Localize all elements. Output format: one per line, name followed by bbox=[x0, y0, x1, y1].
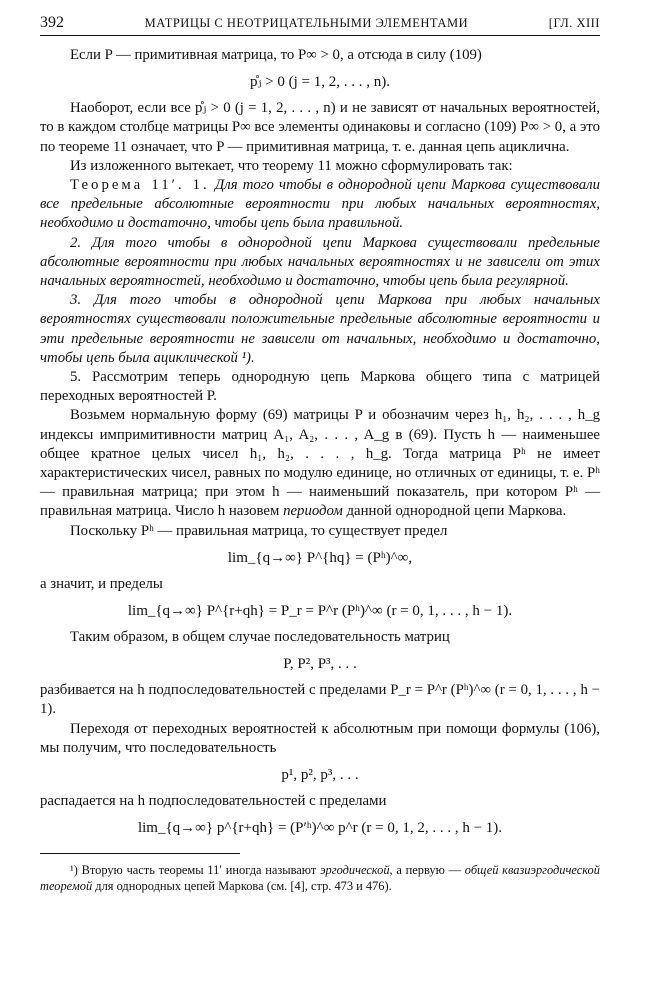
paragraph-3: Из изложенного вытекает, что теорему 11 можно сформулировать так: bbox=[70, 157, 513, 174]
theorem-11-part-1 bbox=[40, 176, 600, 234]
paragraph-12: распадается на h подпоследовательностей с пределами bbox=[40, 793, 387, 810]
paragraph-2: Наоборот, если все p̊ⱼ > 0 (j = 1, 2, . . . , n) и не зависят от начальных вероятностей, то в каждом столбце матрицы P∞ все элементы одинаковы и согласно (109) P∞ > 0, а это по теореме 11 означает, что P — примитивная матрица, т. е. данная цепь ациклична. bbox=[40, 100, 600, 155]
paragraph-9: Таким образом, в общем случае последовательность матриц bbox=[70, 629, 450, 646]
theorem-part-1-text: Для того чтобы в однородной цепи Маркова существовали все предельные абсолютные вероятности при любых начальных вероятностях, необходимо и достаточно, чтобы цепь была правильной. bbox=[40, 177, 600, 232]
footnote bbox=[40, 862, 600, 894]
paragraph-6-end: данной однородной цепи Маркова. bbox=[346, 503, 567, 520]
footnote-italic-a: эргодической bbox=[320, 863, 390, 878]
page bbox=[40, 14, 600, 894]
formula-1: p̊ⱼ > 0 (j = 1, 2, . . . , n). bbox=[249, 74, 391, 91]
theorem-11-part-2: 2. Для того чтобы в однородной цепи Маркова существовали предельные абсолютные вероятности при любых начальных вероятностях и не зависели от этих начальных вероятностей, необходимо и достаточно, чтобы цепь была регулярной. bbox=[40, 234, 600, 290]
paragraph-10: разбивается на h подпоследовательностей с пределами P_r = P^r (Pʰ)^∞ (r = 0, 1, . . . , h − 1). bbox=[40, 682, 600, 718]
paragraph-8: а значит, и пределы bbox=[40, 575, 163, 592]
formula-4: P, P², P³, . . . bbox=[283, 656, 357, 673]
paragraph-5: 5. Рассмотрим теперь однородную цепь Маркова общего типа с матрицей переходных вероятностей P. bbox=[40, 369, 600, 405]
theorem-11-part-3: 3. Для того чтобы в однородной цепи Маркова при любых начальных вероятностях существовали положительные предельные абсолютные вероятности и эти предельные вероятности не зависели от начальных, необходимо и достаточно, чтобы цепь была ациклической ¹). bbox=[40, 292, 600, 366]
footnote-rule bbox=[40, 853, 240, 854]
footnote-text-b: , а первую — bbox=[389, 863, 462, 878]
formula-6: lim_{q→∞} p^{r+qh} = (P′ʰ)^∞ p^r (r = 0, 1, 2, . . . , h − 1). bbox=[137, 820, 503, 837]
paragraph-11: Переходя от переходных вероятностей к абсолютным при помощи формулы (106), мы получим, что последовательность bbox=[40, 720, 600, 756]
footnote-marker: ¹) bbox=[70, 863, 78, 878]
page-number: 392 bbox=[40, 14, 64, 31]
period-term: периодом bbox=[283, 503, 343, 520]
theorem-label: Теорема 11′. 1. bbox=[70, 177, 210, 194]
paragraph-6 bbox=[40, 406, 600, 521]
chapter-label: [ГЛ. XIII bbox=[548, 16, 600, 30]
footnote-italic-b: общей квазиэргодической теоремой bbox=[40, 863, 600, 894]
formula-5: p¹, p², p³, . . . bbox=[281, 767, 359, 784]
footnote-text-a: Вторую часть теоремы 11′ иногда называют bbox=[81, 863, 317, 878]
formula-3: lim_{q→∞} P^{r+qh} = P_r = P^r (Pʰ)^∞ (r = 0, 1, . . . , h − 1). bbox=[127, 603, 513, 620]
formula-2: lim_{q→∞} P^{hq} = (Pʰ)^∞, bbox=[227, 549, 413, 566]
paragraph-7: Поскольку Pʰ — правильная матрица, то существует предел bbox=[70, 522, 448, 539]
running-header bbox=[40, 14, 600, 36]
running-title: МАТРИЦЫ С НЕОТРИЦАТЕЛЬНЫМИ ЭЛЕМЕНТАМИ bbox=[144, 16, 469, 30]
paragraph-6-text: Возьмем нормальную форму (69) матрицы P и обозначим через h₁, h₂, . . . , h_g индексы импримитивности матриц A₁, A₂, . . . , A_g в (69). Пусть h — наименьшее общее кратное целых чисел h₁, h₂, . . . , h_g. Тогда матрица Pʰ не имеет характеристических чисел, равных по модулю единице, но отличных от единицы, т. е. Pʰ — правильная матрица; при этом h — наименьший показатель, при котором Pʰ — правильная матрица. Число h назовем bbox=[40, 407, 600, 520]
footnote-text-c: для однородных цепей Маркова (см. [4], стр. 473 и 476). bbox=[95, 879, 392, 894]
paragraph-1: Если P — примитивная матрица, то P∞ > 0, а отсюда в силу (109) bbox=[70, 47, 482, 63]
